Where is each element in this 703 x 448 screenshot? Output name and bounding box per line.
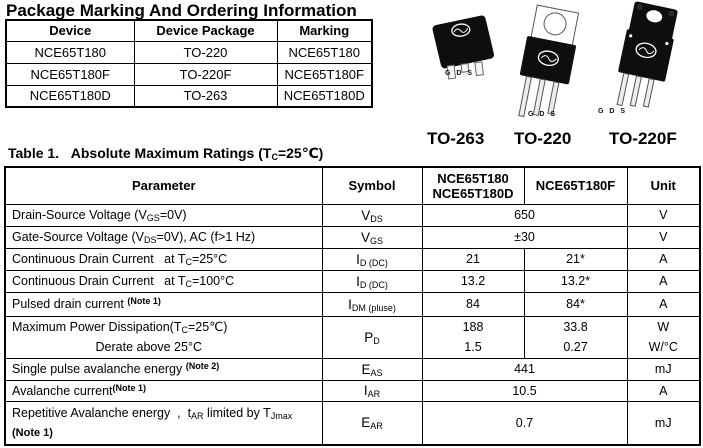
rating-row-idm: [5, 292, 700, 316]
value-cell: 84*: [524, 292, 627, 316]
ordering-header-marking: Marking: [277, 20, 372, 41]
to220-caption: TO-220: [514, 129, 572, 148]
rating-row-vgs: [5, 226, 700, 248]
ordering-header-row: [6, 20, 372, 41]
parameter-cell: Continuous Drain Current at $T_C=100^\circ C$: [5, 270, 322, 292]
to220-pin-labels: G D S: [528, 111, 558, 118]
to220-package-image: [497, 0, 599, 126]
parameter-cell: [5, 401, 322, 445]
pd-value-w: 188: [462, 320, 484, 334]
pd-param-line2: Derate above 25°C: [95, 340, 202, 354]
header-device-line2: NCE65T180D: [432, 185, 514, 201]
pd-unit-w: W: [657, 320, 670, 334]
parameter-cell: Avalanche current$^{(Note 1)}$: [5, 380, 322, 401]
symbol-cell: $I_{AR}$: [322, 380, 422, 401]
parameter-cell: Continuous Drain Current at $T_C=25^\circ C$: [5, 248, 322, 270]
value-cell: [524, 316, 627, 358]
header-symbol: Symbol: [322, 167, 422, 204]
ratings-table: [4, 166, 701, 446]
value-cell: 10.5: [422, 380, 627, 401]
marking-cell: NCE65T180: [277, 41, 372, 63]
to263-caption: TO-263: [427, 129, 485, 148]
value-cell: 13.2: [422, 270, 524, 292]
unit-cell: V: [627, 226, 700, 248]
parameter-cell: Gate-Source Voltage $(V_{DS}=0V)$, AC (f>1 Hz): [5, 226, 322, 248]
ordering-header-device: Device: [6, 20, 134, 41]
value-cell: 13.2*: [524, 270, 627, 292]
to220f-package-image: [596, 0, 700, 124]
marking-cell: NCE65T180D: [277, 85, 372, 107]
to263-pin-labels: G D S: [445, 70, 475, 77]
ordering-table: [5, 19, 373, 108]
rating-row-id100: [5, 270, 700, 292]
parameter-cell: Drain-Source Voltage $(V_{GS}=0V)$: [5, 204, 322, 226]
parameter-cell: Single pulse avalanche energy $^{(Note 2)}$: [5, 358, 322, 380]
device-cell: NCE65T180D: [6, 85, 134, 107]
value-cell: [422, 316, 524, 358]
unit-cell: mJ: [627, 358, 700, 380]
symbol-cell: $V_{DS}$: [322, 204, 422, 226]
header-device-group: [422, 167, 524, 204]
rating-row-iar: [5, 380, 700, 401]
parameter-cell: [5, 316, 322, 358]
ordering-row: [6, 63, 372, 85]
pd-value-wc: 1.5: [464, 340, 482, 354]
value-cell: 84: [422, 292, 524, 316]
unit-cell: [627, 316, 700, 358]
pd-param-line1: Maximum Power $Dissipation(T_C=25℃)$: [12, 320, 228, 335]
symbol-cell: $I_{DM (pluse)}$: [322, 292, 422, 316]
package-cell: TO-220F: [134, 63, 277, 85]
unit-cell: A: [627, 292, 700, 316]
to220f-pin-labels: G D S: [598, 108, 628, 115]
ear-param-line2: (Note 1): [12, 426, 53, 439]
symbol-cell: $E_{AR}$: [322, 401, 422, 445]
package-cell: TO-263: [134, 85, 277, 107]
ordering-row: [6, 85, 372, 107]
unit-cell: A: [627, 248, 700, 270]
symbol-cell: $E_{AS}$: [322, 358, 422, 380]
ratings-header-row: [5, 167, 700, 204]
symbol-cell: $V_{GS}$: [322, 226, 422, 248]
unit-cell: A: [627, 380, 700, 401]
ratings-table-title: Table 1. Absolute Maximum Ratings $(T_C=25℃)$: [8, 145, 324, 162]
value-cell: 21*: [524, 248, 627, 270]
header-unit: Unit: [627, 167, 700, 204]
value-cell: ±30: [422, 226, 627, 248]
device-cell: NCE65T180: [6, 41, 134, 63]
header-device-f: NCE65T180F: [524, 167, 627, 204]
symbol-cell: $P_D$: [322, 316, 422, 358]
to220f-caption: TO-220F: [609, 129, 677, 148]
symbol-cell: $I_{D (DC)}$: [322, 270, 422, 292]
value-cell: 21: [422, 248, 524, 270]
device-cell: NCE65T180F: [6, 63, 134, 85]
header-device-line1: NCE65T180: [437, 170, 509, 186]
unit-cell: V: [627, 204, 700, 226]
unit-cell: mJ: [627, 401, 700, 445]
value-cell: 0.7: [422, 401, 627, 445]
pd-unit-wc: W/°C: [648, 340, 678, 354]
ordering-row: [6, 41, 372, 63]
rating-row-id25: [5, 248, 700, 270]
parameter-cell: Pulsed drain current $^{(Note 1)}$: [5, 292, 322, 316]
rating-row-vds: [5, 204, 700, 226]
ear-param-line1: Repetitive Avalanche energy , $t_{AR}$ limited by $T_{Jmax}$: [12, 405, 293, 421]
value-cell: 650: [422, 204, 627, 226]
value-cell: 441: [422, 358, 627, 380]
header-parameter: Parameter: [5, 167, 322, 204]
rating-row-ear: [5, 401, 700, 445]
unit-cell: A: [627, 270, 700, 292]
page-title: Package Marking And Ordering Information: [6, 1, 357, 20]
marking-cell: NCE65T180F: [277, 63, 372, 85]
pd-value-w: 33.8: [563, 320, 588, 334]
pd-value-wc: 0.27: [563, 340, 588, 354]
rating-row-pd: [5, 316, 700, 358]
rating-row-eas: [5, 358, 700, 380]
symbol-cell: $I_{D (DC)}$: [322, 248, 422, 270]
ordering-header-package: Device Package: [134, 20, 277, 41]
package-cell: TO-220: [134, 41, 277, 63]
